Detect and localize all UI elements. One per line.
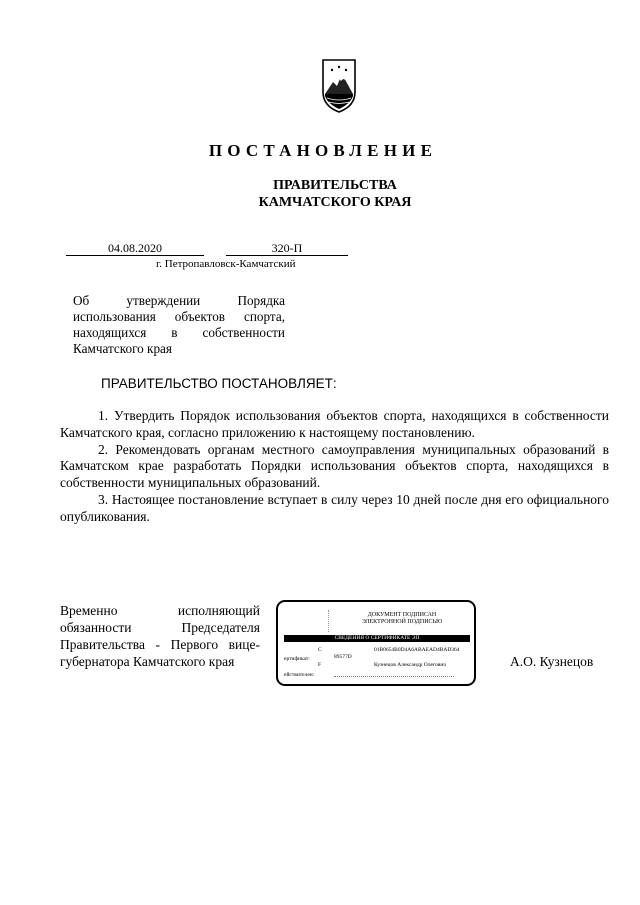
document-number: 320-П [226, 242, 348, 256]
stamp-cert-label: ертификат: [284, 656, 310, 662]
stamp-header-line-1: ДОКУМЕНТ ПОДПИСАН [367, 612, 437, 618]
stamp-validity-line [334, 676, 454, 677]
city-of-issue: г. Петропавловск-Камчатский [156, 258, 296, 270]
document-type-title: ПОСТАНОВЛЕНИЕ [208, 141, 438, 160]
document-date: 04.08.2020 [66, 242, 204, 256]
electronic-signature-stamp [276, 600, 476, 686]
stamp-cert-prefix: C [318, 647, 322, 653]
kamchatka-emblem-icon [320, 58, 358, 114]
resolution-item-1: 1. Утвердить Порядок использования объектов спорта, находящихся в собственности Камчатского края, согласно приложению к настоящему постановлению. [60, 408, 609, 440]
stamp-owner-value: Кузнецов Александр Олегович [374, 662, 447, 668]
resolution-item-3: 3. Настоящее постановление вступает в силу через 10 дней после дня его официального опубликования. [60, 491, 609, 524]
signer-name: А.О. Кузнецов [510, 654, 594, 669]
stamp-cert-part: 89577D [334, 654, 352, 660]
stamp-owner-prefix: F [318, 662, 322, 668]
stamp-header-line-2: ЭЛЕКТРОННОЙ ПОДПИСЬЮ [361, 619, 443, 625]
resolves-heading: ПРАВИТЕЛЬСТВО ПОСТАНОВЛЯЕТ: [101, 376, 337, 391]
authority-line-1: ПРАВИТЕЛЬСТВА [273, 178, 397, 193]
document-body [60, 408, 609, 526]
document-subject: Об утверждении Порядка использования объектов спорта, находящихся в собственности Камчатского края [73, 293, 285, 356]
stamp-divider [328, 610, 329, 632]
stamp-cert-value: 01B0654B0D4A6ABAEAD4BAD364 [374, 647, 460, 653]
resolution-item-2: 2. Рекомендовать органам местного самоуправления муниципальных образований в Камчатском крае разработать Порядки использования объектов спорта, находящихся в собственности муниципальных образований. [60, 441, 609, 491]
issuing-authority [0, 177, 640, 211]
authority-line-2: КАМЧАТСКОГО КРАЯ [258, 195, 412, 210]
signer-position: Временно исполняющий обязанности Председателя Правительства - Первого вице-губернатора Камчатского края [60, 603, 260, 669]
stamp-header [338, 612, 466, 626]
stamp-valid-label: ействителен: [284, 672, 315, 678]
stamp-certificate-bar: СВЕДЕНИЯ О СЕРТИФИКАТЕ ЭП [284, 635, 470, 642]
